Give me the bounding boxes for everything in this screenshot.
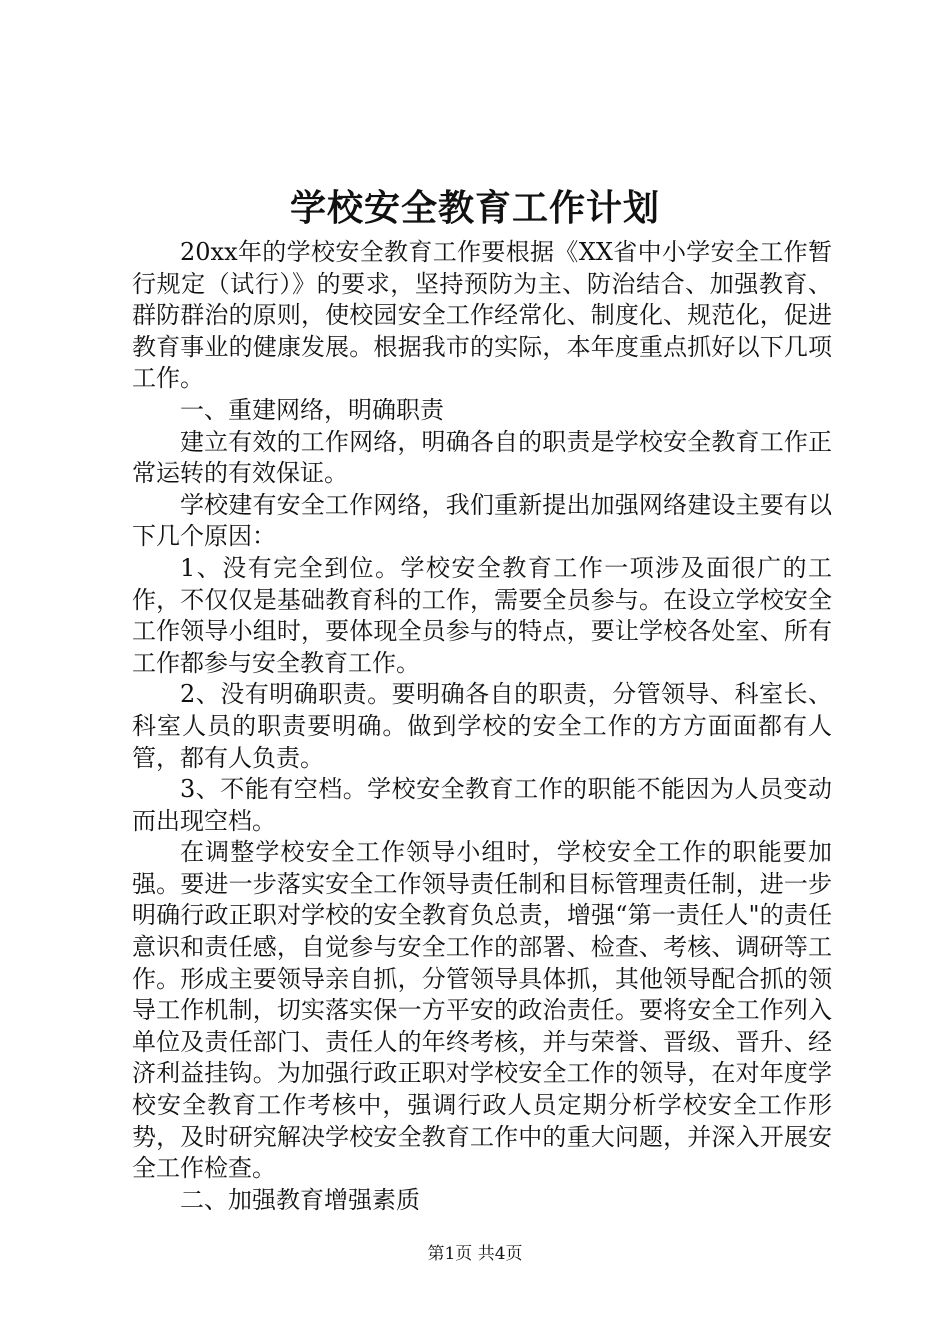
paragraph: 在调整学校安全工作领导小组时，学校安全工作的职能要加强。要进一步落实安全工作领导责任制和目标管理责任制，进一步明确行政正职对学校的安全教育负总责，增强“第一责任人"的责任意识和责任感，自觉参与安全工作的部署、检查、考核、调研等工作。形成主要领导亲自抓，分管领导具体抓，其他领导配合抓的领导工作机制，切实落实保一方平安的政治责任。要将安全工作列入单位及责任部门、责任人的年终考核，并与荣誉、晋级、晋升、经济利益挂钩。为加强行政正职对学校安全工作的领导，在对年度学校安全教育工作考核中，强调行政人员定期分析学校安全工作形势，及时研究解决学校安全教育工作中的重大问题，并深入开展安全工作检查。 xyxy=(132,838,832,1183)
section-heading-2: 二、加强教育增强素质 xyxy=(180,1185,420,1214)
list-item-3: 3、不能有空档。学校安全教育工作的职能不能因为人员变动而出现空档。 xyxy=(132,775,832,835)
paragraph: 学校建有安全工作网络，我们重新提出加强网络建设主要有以下几个原因： xyxy=(132,490,832,551)
section-heading-1: 一、重建网络，明确职责 xyxy=(180,395,444,424)
paragraph-intro: 20xx年的学校安全教育工作要根据《XX省中小学安全工作暂行规定（试行）》的要求，坚持预防为主、防治结合、加强教育、群防群治的原则，使校园安全工作经常化、制度化、规范化，促进教育事业的健康发展。根据我市的实际，本年度重点抓好以下几项工作。 xyxy=(132,238,832,393)
document-title: 学校安全教育工作计划 xyxy=(289,187,660,229)
paragraph: 建立有效的工作网络，明确各自的职责是学校安全教育工作正常运转的有效保证。 xyxy=(132,427,832,488)
list-item-2: 2、没有明确职责。要明确各自的职责，分管领导、科室长、科室人员的职责要明确。做到学校的安全工作的方方面面都有人管，都有人负责。 xyxy=(132,680,832,772)
document-body xyxy=(132,237,832,1216)
list-item-1: 1、没有完全到位。学校安全教育工作一项涉及面很广的工作，不仅仅是基础教育科的工作，需要全员参与。在设立学校安全工作领导小组时，要体现全员参与的特点，要让学校各处室、所有工作都参与安全教育工作。 xyxy=(132,553,832,677)
page-footer: 第1页 共4页 xyxy=(427,1244,523,1264)
